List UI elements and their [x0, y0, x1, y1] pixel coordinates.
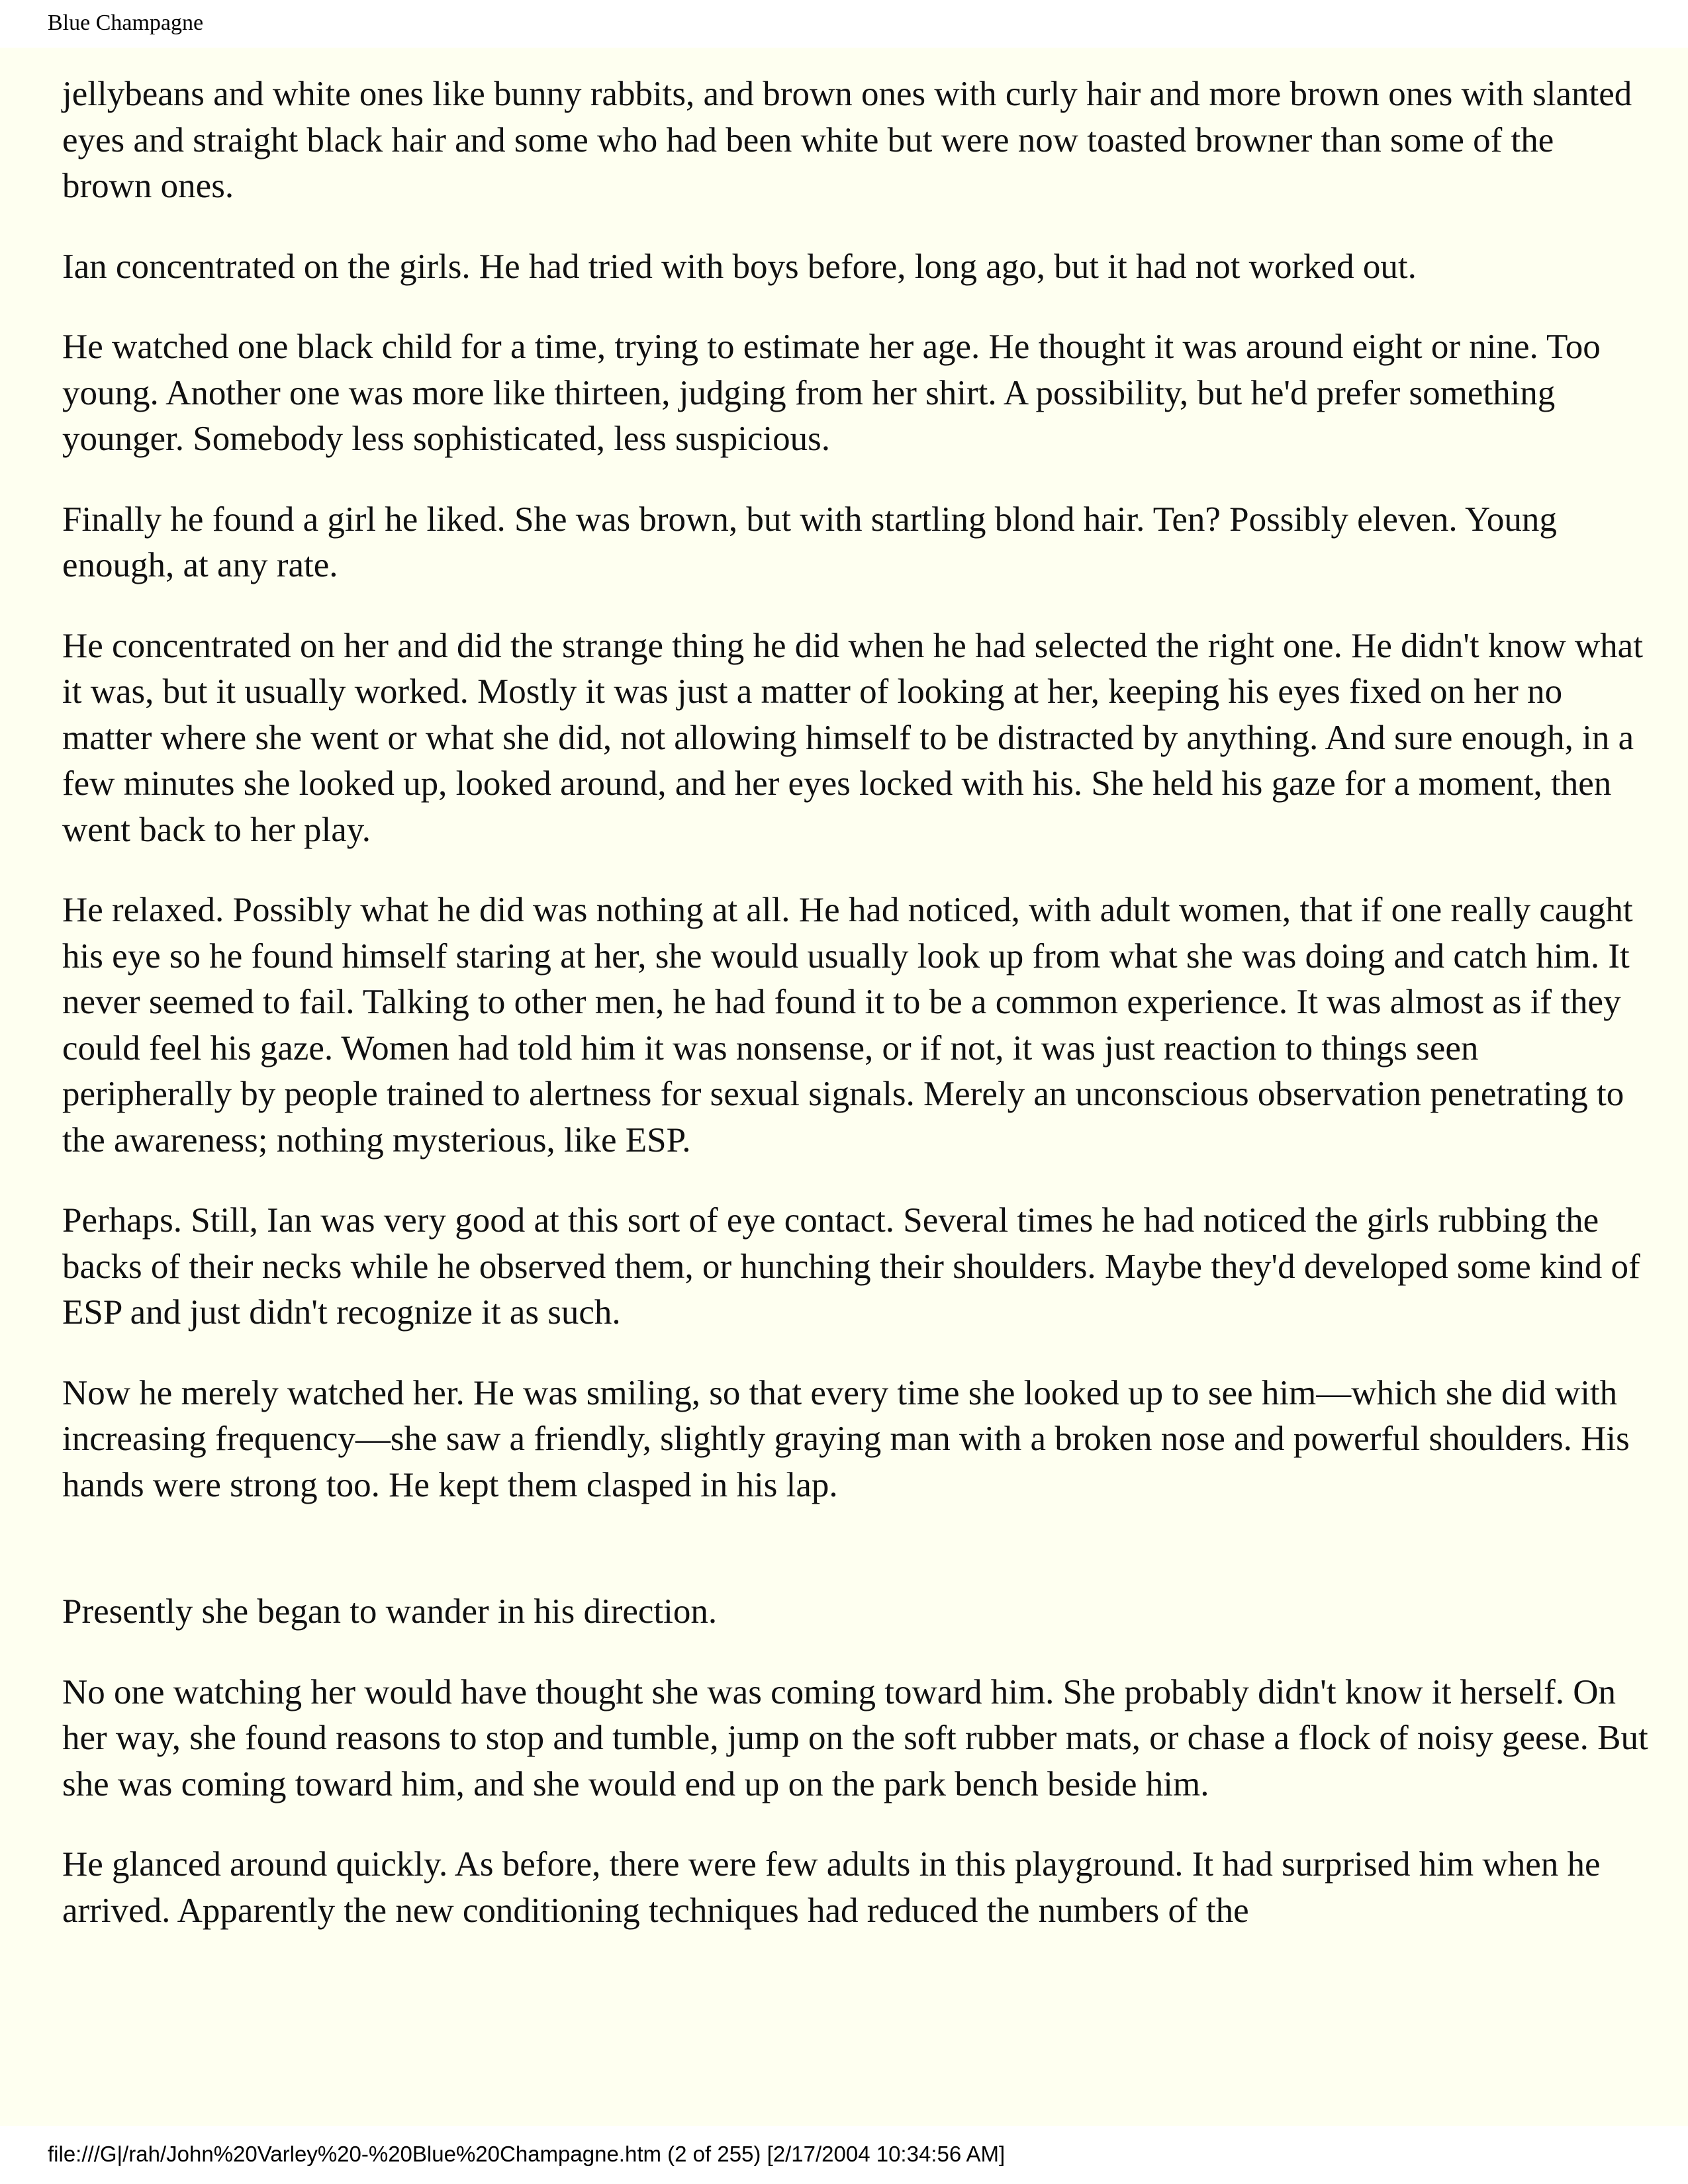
- document-body: [0, 48, 1688, 2126]
- paragraph: He watched one black child for a time, trying to estimate her age. He thought it was around eight or nine. Too young. Another one was more like thirteen, judging from her shirt. A possibility, but he'd prefer something younger. Somebody less sophisticated, less suspicious.: [62, 328, 1601, 458]
- file-path-footer: file:///G|/rah/John%20Varley%20-%20Blue%20Champagne.htm (2 of 255) [2/17/2004 10:34:56 AM]: [48, 2142, 1006, 2166]
- document-title: Blue Champagne: [48, 11, 204, 35]
- paragraph: Ian concentrated on the girls. He had tried with boys before, long ago, but it had not worked out.: [62, 247, 1417, 286]
- paragraph: Perhaps. Still, Ian was very good at this sort of eye contact. Several times he had noticed the girls rubbing the backs of their necks while he observed them, or hunching their shoulders. Maybe they'd developed some kind of ESP and just didn't recognize it as such.: [62, 1201, 1640, 1332]
- paragraph: jellybeans and white ones like bunny rabbits, and brown ones with curly hair and more brown ones with slanted eyes and straight black hair and some who had been white but were now toasted browner than some of the brown ones.: [62, 75, 1632, 205]
- page-footer: [0, 2126, 1688, 2184]
- paragraph: Finally he found a girl he liked. She was brown, but with startling blond hair. Ten? Possibly eleven. Young enough, at any rate.: [62, 500, 1557, 584]
- paragraph: He concentrated on her and did the strange thing he did when he had selected the right one. He didn't know what it was, but it usually worked. Mostly it was just a matter of looking at her, keeping his eyes fixed on her no matter where she went or what she did, not allowing himself to be distracted by anything. And sure enough, in a few minutes she looked up, looked around, and her eyes locked with his. She held his gaze for a moment, then went back to her play.: [62, 626, 1643, 849]
- page-header: [0, 0, 1688, 48]
- text-column: [62, 71, 1651, 1968]
- paragraph: He glanced around quickly. As before, there were few adults in this playground. It had surprised him when he arrived. Apparently the new conditioning techniques had reduced the numbers of the: [62, 1845, 1601, 1930]
- paragraph: Presently she began to wander in his direction.: [62, 1592, 718, 1631]
- paragraph: No one watching her would have thought she was coming toward him. She probably didn't know it herself. On her way, she found reasons to stop and tumble, jump on the soft rubber mats, or chase a flock of noisy geese. But she was coming toward him, and she would end up on the park bench beside him.: [62, 1672, 1648, 1803]
- paragraph: He relaxed. Possibly what he did was nothing at all. He had noticed, with adult women, that if one really caught his eye so he found himself staring at her, she would usually look up from what she was doing and catch him. It never seemed to fail. Talking to other men, he had found it to be a common experience. It was almost as if they could feel his gaze. Women had told him it was nonsense, or if not, it was just reaction to things seen peripherally by people trained to alertness for sexual signals. Merely an unconscious observation penetrating to the awareness; nothing mysterious, like ESP.: [62, 891, 1633, 1160]
- paragraph: Now he merely watched her. He was smiling, so that every time she looked up to see him—which she did with increasing frequency—she saw a friendly, slightly graying man with a broken nose and powerful shoulders. His hands were strong too. He kept them clasped in his lap.: [62, 1373, 1630, 1504]
